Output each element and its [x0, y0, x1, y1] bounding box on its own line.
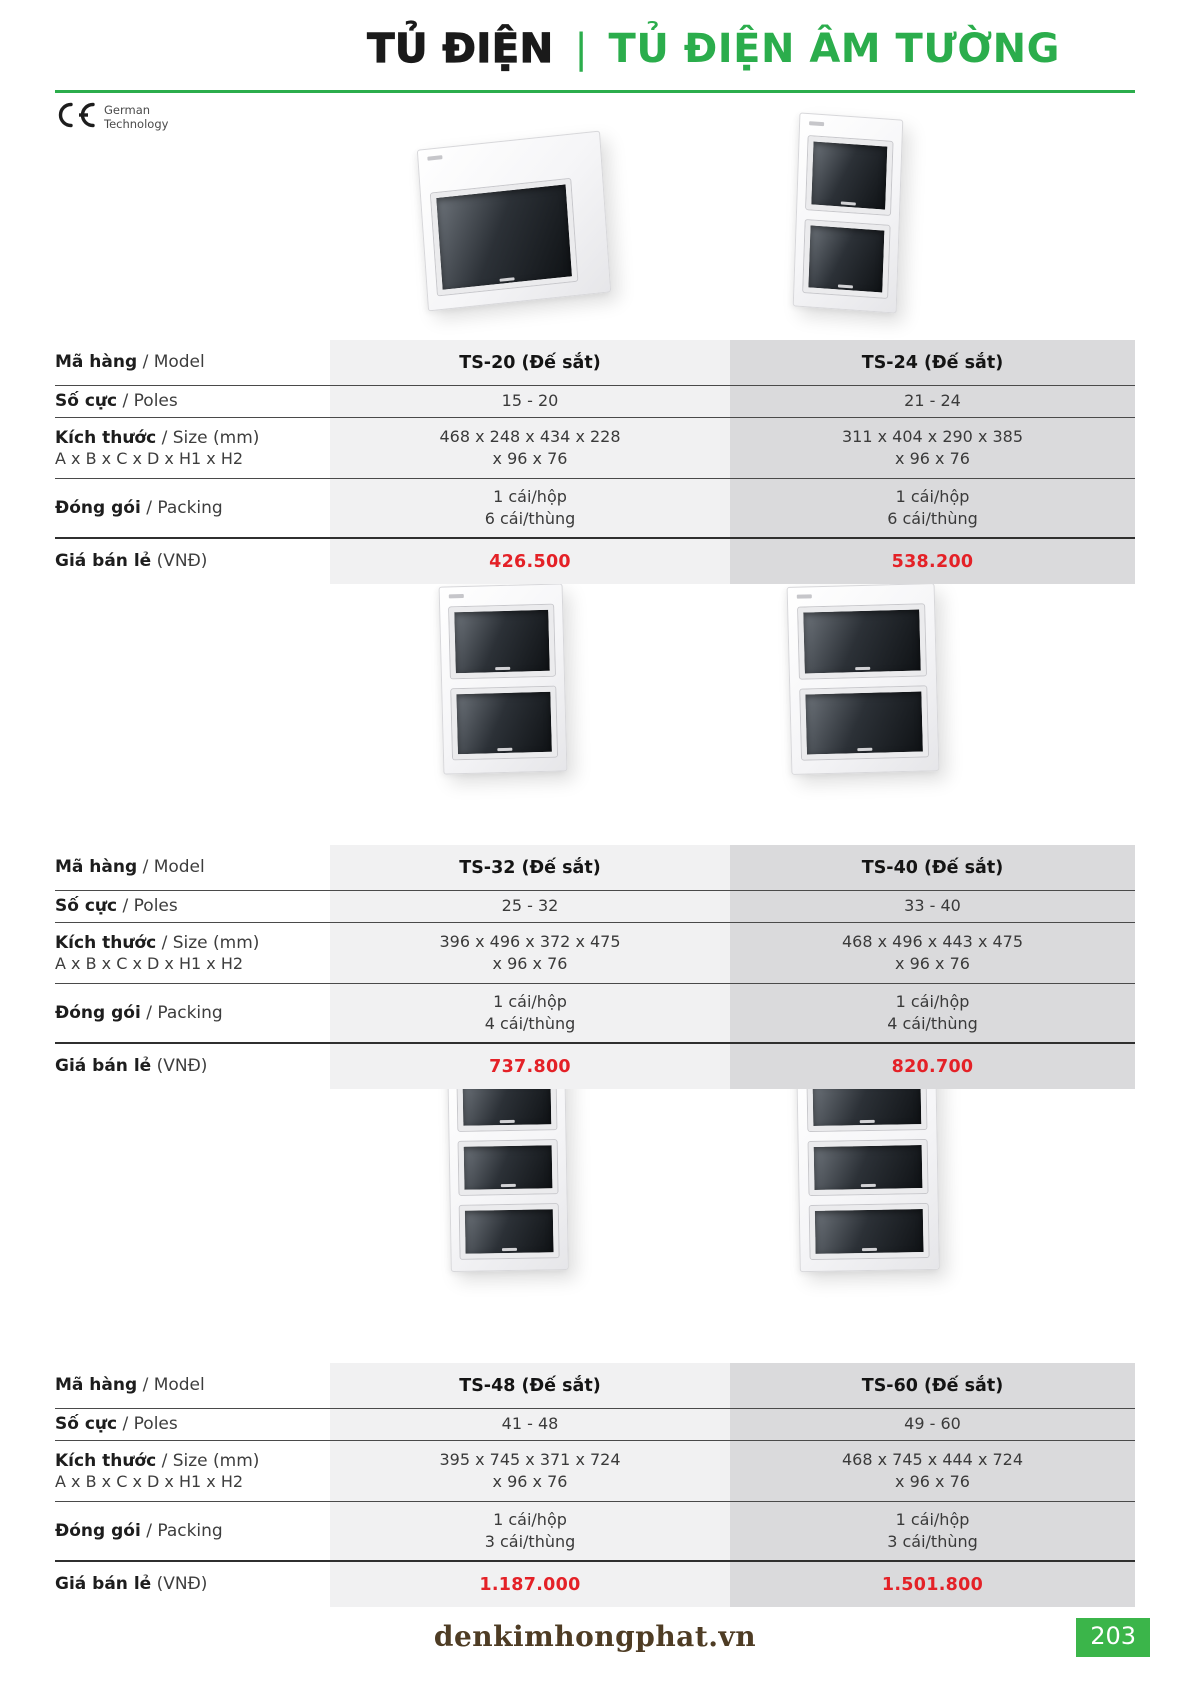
product-photo-ts24: [793, 112, 904, 313]
page-title-category: TỦ ĐIỆN: [367, 26, 554, 72]
table-row-price: [55, 1560, 1135, 1607]
table-row-price: [55, 537, 1135, 584]
cabinet-window: [798, 604, 926, 678]
row-label-model-vi: Mã hàng: [55, 857, 138, 878]
packing-value-line2: 6 cái/thùng: [484, 509, 576, 528]
table-row-size: [55, 922, 1135, 983]
cabinet-window: [449, 605, 555, 678]
row-label-model-en: / Model: [142, 857, 205, 878]
row-label-packing-en: / Packing: [146, 497, 223, 518]
row-label-price-en: (VNĐ): [156, 1574, 208, 1595]
packing-value-line1: 1 cái/hộp: [895, 486, 970, 506]
row-label-size-formula: A x B x C x D x H1 x H2: [55, 1471, 244, 1491]
row-label-model-en: / Model: [142, 352, 205, 373]
cabinet-window: [460, 1204, 559, 1259]
poles-value: 33 - 40: [904, 896, 961, 916]
cabinet-window: [451, 686, 557, 759]
row-label-size-vi: Kích thước: [55, 932, 157, 953]
row-label-price-en: (VNĐ): [156, 551, 208, 572]
cabinet-brand-mark: [797, 594, 812, 598]
row-label-packing-vi: Đóng gói: [55, 497, 141, 518]
row-label-poles-en: / Poles: [122, 1414, 178, 1435]
row-label-poles-en: / Poles: [122, 896, 178, 917]
table-row-price: [55, 1042, 1135, 1089]
page-title-separator: |: [574, 26, 588, 72]
row-label-model-en: / Model: [142, 1375, 205, 1396]
packing-value-line1: 1 cái/hộp: [895, 991, 970, 1011]
spec-table-2: [55, 845, 1135, 1089]
row-label-size-vi: Kích thước: [55, 1450, 157, 1471]
cabinet-brand-mark: [449, 594, 464, 598]
model-name: TS-32 (Đế sắt): [459, 857, 601, 878]
row-label-packing-vi: Đóng gói: [55, 1002, 141, 1023]
row-label-model-vi: Mã hàng: [55, 1375, 138, 1396]
retail-price: 737.800: [489, 1056, 571, 1077]
cabinet-brand-mark: [427, 155, 442, 161]
ce-mark-icon: [55, 101, 95, 133]
row-label-size-formula: A x B x C x D x H1 x H2: [55, 953, 244, 973]
row-label-size-vi: Kích thước: [55, 427, 157, 448]
table-row-poles: [55, 890, 1135, 922]
packing-value-line2: 3 cái/thùng: [887, 1532, 978, 1551]
ce-certification: [55, 101, 168, 133]
size-value-line2: x 96 x 76: [895, 954, 970, 973]
cabinet-window: [809, 1140, 928, 1195]
model-name: TS-40 (Đế sắt): [861, 857, 1004, 878]
header-divider-line: [55, 90, 1135, 93]
size-value-line2: x 96 x 76: [492, 1472, 568, 1491]
row-label-packing-en: / Packing: [146, 1002, 223, 1023]
table-row-packing: [55, 1501, 1135, 1560]
page-title: [367, 24, 1060, 74]
size-value-line1: 468 x 745 x 444 x 724: [841, 1449, 1024, 1469]
ce-caption-line1: German: [104, 102, 151, 117]
table-row-size: [55, 1440, 1135, 1501]
poles-value: 25 - 32: [501, 896, 559, 916]
row-label-poles-en: / Poles: [122, 391, 178, 412]
row-label-size-en: / Size (mm): [161, 932, 260, 953]
packing-value-line1: 1 cái/hộp: [493, 1509, 567, 1529]
model-name: TS-48 (Đế sắt): [459, 1375, 601, 1396]
table-row-model: [55, 1363, 1135, 1408]
packing-value-line1: 1 cái/hộp: [493, 486, 567, 506]
cabinet-window: [810, 1204, 929, 1259]
packing-value-line2: 3 cái/thùng: [484, 1532, 576, 1551]
row-label-packing-en: / Packing: [146, 1520, 223, 1541]
table-row-model: [55, 845, 1135, 890]
poles-value: 15 - 20: [501, 391, 559, 411]
ce-caption-line2: Technology: [104, 117, 169, 131]
row-label-poles-vi: Số cực: [55, 1414, 118, 1435]
table-row-model: [55, 340, 1135, 385]
packing-value-line1: 1 cái/hộp: [895, 1509, 970, 1529]
retail-price: 538.200: [891, 551, 974, 572]
table-row-poles: [55, 1408, 1135, 1440]
table-row-poles: [55, 385, 1135, 417]
row-label-poles-vi: Số cực: [55, 896, 118, 917]
product-photo-ts60: [796, 1057, 940, 1272]
packing-value-line2: 4 cái/thùng: [887, 1014, 978, 1033]
size-value-line1: 468 x 496 x 443 x 475: [841, 931, 1024, 951]
poles-value: 49 - 60: [904, 1414, 961, 1434]
row-label-size-formula: A x B x C x D x H1 x H2: [55, 448, 244, 468]
cabinet-brand-mark: [809, 121, 824, 126]
size-value-line1: 468 x 248 x 434 x 228: [439, 426, 621, 446]
packing-value-line2: 4 cái/thùng: [484, 1014, 576, 1033]
cabinet-window: [431, 179, 577, 295]
table-row-size: [55, 417, 1135, 478]
model-name: TS-20 (Đế sắt): [459, 352, 601, 373]
row-label-price-vi: Giá bán lẻ: [55, 551, 152, 572]
poles-value: 21 - 24: [904, 391, 961, 411]
size-value-line2: x 96 x 76: [492, 954, 568, 973]
packing-value-line1: 1 cái/hộp: [493, 991, 567, 1011]
model-name: TS-24 (Đế sắt): [861, 352, 1004, 373]
page-number-badge: 203: [1076, 1618, 1150, 1657]
table-row-packing: [55, 478, 1135, 537]
page-title-section: TỦ ĐIỆN ÂM TƯỜNG: [608, 26, 1060, 72]
table-row-packing: [55, 983, 1135, 1042]
model-name: TS-60 (Đế sắt): [861, 1375, 1004, 1396]
row-label-price-vi: Giá bán lẻ: [55, 1574, 152, 1595]
product-photo-ts48: [447, 1057, 569, 1272]
cabinet-window: [806, 136, 892, 214]
size-value-line1: 395 x 745 x 371 x 724: [439, 1449, 621, 1469]
cabinet-window: [459, 1140, 558, 1195]
retail-price: 820.700: [891, 1056, 974, 1077]
spec-table-3: [55, 1363, 1135, 1607]
product-photo-ts32: [439, 583, 568, 774]
poles-value: 41 - 48: [501, 1414, 559, 1434]
product-photo-ts40: [787, 583, 940, 775]
size-value-line2: x 96 x 76: [492, 449, 568, 468]
retail-price: 1.187.000: [479, 1574, 581, 1595]
row-label-packing-vi: Đóng gói: [55, 1520, 141, 1541]
size-value-line2: x 96 x 76: [895, 449, 970, 468]
retail-price: 426.500: [489, 551, 571, 572]
row-label-price-vi: Giá bán lẻ: [55, 1056, 152, 1077]
website-watermark: denkimhongphat.vn: [433, 1620, 757, 1653]
cabinet-window: [803, 220, 889, 298]
row-label-poles-vi: Số cực: [55, 391, 118, 412]
size-value-line1: 311 x 404 x 290 x 385: [841, 426, 1024, 446]
row-label-model-vi: Mã hàng: [55, 352, 138, 373]
product-photo-ts20: [417, 131, 611, 312]
size-value-line2: x 96 x 76: [895, 1472, 970, 1491]
cabinet-window: [800, 686, 928, 760]
row-label-size-en: / Size (mm): [161, 1450, 260, 1471]
retail-price: 1.501.800: [881, 1574, 984, 1595]
size-value-line1: 396 x 496 x 372 x 475: [439, 931, 621, 951]
row-label-size-en: / Size (mm): [161, 427, 260, 448]
row-label-price-en: (VNĐ): [156, 1056, 208, 1077]
ce-caption: [104, 103, 168, 132]
packing-value-line2: 6 cái/thùng: [887, 509, 978, 528]
spec-table-1: [55, 340, 1135, 584]
